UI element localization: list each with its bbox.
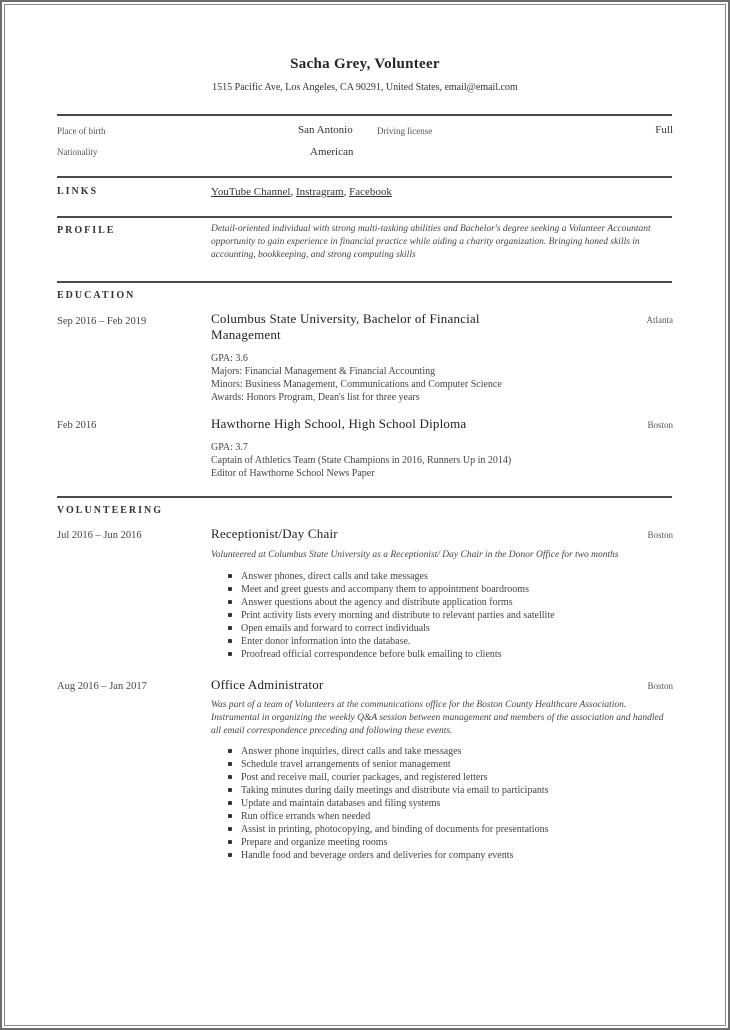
- facebook-link[interactable]: Facebook: [349, 186, 392, 198]
- nationality-value: American: [310, 146, 354, 158]
- duty-text: Answer phone inquiries, direct calls and take messages: [241, 746, 462, 757]
- duty-item: [241, 622, 555, 635]
- duty-item: [241, 771, 549, 784]
- candidate-name: Sacha Grey, Volunteer: [290, 56, 440, 72]
- detail-line: Awards: Honors Program, Dean's list for three years: [211, 392, 420, 403]
- entry-location: Boston: [647, 681, 673, 691]
- duty-item: [241, 583, 555, 596]
- divider: [57, 114, 672, 116]
- bullet-icon: [228, 652, 232, 656]
- links-section-title: LINKS: [57, 186, 99, 197]
- place-of-birth-value: San Antonio: [298, 124, 353, 136]
- bullet-icon: [228, 749, 232, 753]
- duty-item: [241, 758, 549, 771]
- bullet-icon: [228, 814, 232, 818]
- driving-license-value: Full: [655, 124, 673, 136]
- bullet-icon: [228, 600, 232, 604]
- links-list: [211, 186, 392, 198]
- divider: [57, 281, 672, 283]
- duty-text: Handle food and beverage orders and deliveries for company events: [241, 850, 514, 861]
- entry-title: Hawthorne High School, High School Diploma: [211, 416, 467, 431]
- duty-text: Answer questions about the agency and distribute application forms: [241, 597, 513, 608]
- instagram-link[interactable]: Instragram: [295, 186, 344, 198]
- entry-summary: Volunteered at Columbus State University as a Receptionist/ Day Chair in the Donor Office for two months: [211, 550, 619, 560]
- volunteering-section-title: VOLUNTEERING: [57, 505, 164, 516]
- bullet-icon: [228, 574, 232, 578]
- entry-summary: Was part of a team of Volunteers at the communications office for the Boston County Healthcare Association. Instrumental in organizing the weekly Q&A session between management and members of the association and handled all email correspondence preceding and following these events.: [211, 700, 664, 736]
- duty-item: [241, 609, 555, 622]
- bullet-icon: [228, 840, 232, 844]
- duty-item: [241, 596, 555, 609]
- duty-text: Assist in printing, photocopying, and binding of documents for presentations: [241, 824, 549, 835]
- duty-item: [241, 810, 549, 823]
- duty-text: Prepare and organize meeting rooms: [241, 837, 388, 848]
- detail-line: Majors: Financial Management & Financial Accounting: [211, 366, 436, 377]
- link-separator: ,: [343, 186, 350, 198]
- duty-text: Print activity lists every morning and distribute to relevant parties and satellite: [241, 610, 555, 621]
- entry-location: Boston: [647, 530, 673, 540]
- bullet-icon: [228, 801, 232, 805]
- detail-line: GPA: 3.7: [211, 442, 248, 453]
- detail-line: Minors: Business Management, Communications and Computer Science: [211, 379, 502, 390]
- entry-date: Aug 2016 – Jan 2017: [57, 681, 147, 692]
- link-separator: ,: [290, 186, 296, 198]
- entry-location: Boston: [647, 420, 673, 430]
- place-of-birth-label: Place of birth: [57, 126, 106, 136]
- bullet-icon: [228, 775, 232, 779]
- duty-item: [241, 635, 555, 648]
- duty-item: [241, 823, 549, 836]
- entry-date: Feb 2016: [57, 420, 97, 431]
- driving-license-label: Driving license: [377, 126, 433, 136]
- entry-details: [211, 441, 511, 480]
- entry-title: Receptionist/Day Chair: [211, 526, 338, 541]
- duty-text: Post and receive mail, courier packages, and registered letters: [241, 772, 488, 783]
- duty-text: Schedule travel arrangements of senior management: [241, 759, 451, 770]
- contact-line: 1515 Pacific Ave, Los Angeles, CA 90291, United States, email@email.com: [212, 82, 518, 93]
- duty-text: Answer phones, direct calls and take messages: [241, 571, 428, 582]
- bullet-icon: [228, 587, 232, 591]
- bullet-icon: [228, 762, 232, 766]
- duty-text: Update and maintain databases and filing systems: [241, 798, 441, 809]
- duties-list: [225, 745, 549, 862]
- bullet-icon: [228, 827, 232, 831]
- divider: [57, 216, 672, 218]
- youtube-link[interactable]: YouTube Channel: [211, 186, 291, 198]
- duty-text: Run office errands when needed: [241, 811, 371, 822]
- profile-section-title: PROFILE: [57, 225, 116, 236]
- duty-text: Proofread official correspondence before bulk emailing to clients: [241, 649, 502, 660]
- duty-text: Enter donor information into the database.: [241, 636, 411, 647]
- bullet-icon: [228, 853, 232, 857]
- entry-details: [211, 352, 502, 404]
- entry-title: Columbus State University, Bachelor of Financial Management: [211, 311, 480, 342]
- duty-item: [241, 745, 549, 758]
- detail-line: Captain of Athletics Team (State Champions in 2016, Runners Up in 2014): [211, 455, 512, 466]
- duty-item: [241, 784, 549, 797]
- education-section-title: EDUCATION: [57, 290, 136, 301]
- entry-date: Jul 2016 – Jun 2016: [57, 530, 142, 541]
- divider: [57, 176, 672, 178]
- nationality-label: Nationality: [57, 147, 98, 157]
- duty-item: [241, 570, 555, 583]
- divider: [57, 496, 672, 498]
- detail-line: GPA: 3.6: [211, 353, 248, 364]
- duty-text: Taking minutes during daily meetings and distribute via email to participants: [241, 785, 549, 796]
- bullet-icon: [228, 639, 232, 643]
- duty-item: [241, 648, 555, 661]
- entry-location: Atlanta: [646, 315, 673, 325]
- bullet-icon: [228, 626, 232, 630]
- duties-list: [225, 570, 555, 661]
- profile-text: Detail-oriented individual with strong multi-tasking abilities and Bachelor's degree seeking a Volunteer Accountant opportunity to gain experience in financial practice while aiding a charity organization. Bringing honed skills in accounting, bookkeeping, and strong computing skills: [211, 224, 651, 260]
- duty-item: [241, 797, 549, 810]
- entry-date: Sep 2016 – Feb 2019: [57, 316, 147, 327]
- duty-item: [241, 849, 549, 862]
- bullet-icon: [228, 613, 232, 617]
- detail-line: Editor of Hawthorne School News Paper: [211, 468, 375, 479]
- duty-text: Open emails and forward to correct individuals: [241, 623, 430, 634]
- bullet-icon: [228, 788, 232, 792]
- entry-title: Office Administrator: [211, 677, 324, 692]
- duty-item: [241, 836, 549, 849]
- duty-text: Meet and greet guests and accompany them to appointment boardrooms: [241, 584, 529, 595]
